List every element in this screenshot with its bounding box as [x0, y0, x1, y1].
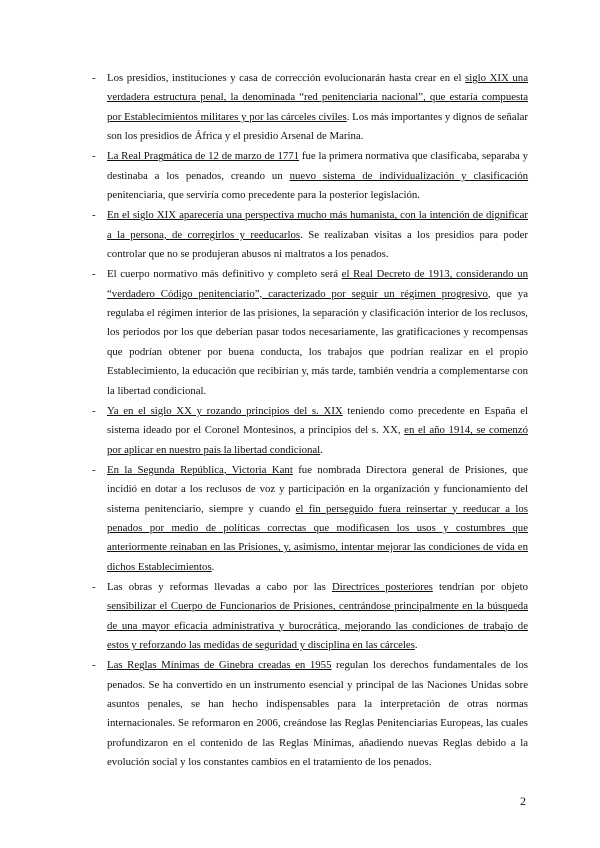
paragraph	[107, 206, 528, 264]
bullet-marker: -	[92, 209, 96, 222]
underlined-text: el fin perseguido fuera reinsertar y reeducar a los penados por medio de políticas correctas que modificasen los usos y costumbres que anteriormente reinaban en las Prisiones, y, asimismo, intentar mejorar las condiciones de vida en dichos Establecimientos	[107, 502, 528, 573]
bullet-marker: -	[92, 150, 96, 163]
bullet-marker: -	[92, 72, 96, 84]
paragraph	[107, 578, 528, 655]
list-item	[92, 402, 528, 460]
text-run: Las obras y reformas llevadas a cabo por las	[107, 580, 332, 593]
underlined-text: nuevo sistema de individualización y clasificación	[289, 169, 529, 182]
underlined-text: Ya en el siglo XX y rozando principios del s. XIX	[107, 404, 343, 417]
underlined-text: En el siglo XIX aparecería una perspectiva mucho más humanista, con la intención de dignificar a la persona, de corregirlos y reeducarlos	[107, 209, 528, 241]
text-run: fue la primera normativa que clasificaba, separaba y destinaba a los penados, creando un	[107, 150, 528, 182]
text-run: , que ya regulaba el régimen interior de las prisiones, la separación y clasificación interior de los reclusos, los periodos por los que deberían pasar todos necesariamente, las gratificaciones y recompensas que podrían obtener por buena conducta, los trabajos que podrían realizar en el propio Establecimiento, la educación que recibirían y, más tarde, también vendría a complementarse con la libertad condicional.	[107, 287, 528, 397]
underlined-text: La Real Pragmática de 12 de marzo de 1771	[107, 150, 300, 163]
bullet-marker: -	[92, 463, 96, 476]
text-run: fue nombrada Directora general de Prisiones, que incidió en dotar a los reclusos de voz y participación en la organización y funcionamiento del sistema penitenciario, siempre y cuando	[107, 463, 528, 515]
underlined-text: En la Segunda República, Victoria Kant	[107, 463, 293, 476]
underlined-text: Las Reglas Mínimas de Ginebra creadas en 1955	[107, 659, 332, 672]
bullet-marker: -	[92, 659, 96, 672]
underlined-text: en el año 1914, se comenzó por aplicar en nuestro país la libertad condicional	[107, 424, 528, 456]
list-item	[92, 656, 528, 772]
text-run: El cuerpo normativo más definitivo y completo será	[107, 268, 342, 281]
bullet-marker: -	[92, 404, 96, 417]
text-run: regulan los derechos fundamentales de los penados. Se ha convertido en un instrumento esencial y principal de las Naciones Unidas sobre asuntos penales, se han hecho indispensables para la interpretación de otras normas internacionales. Se reformaron en 2006, creándose las Reglas Penitenciarias Europeas, las cuales profundizaron en el contenido de las Reglas Mínimas, añadiendo nuevas Reglas debido a la evolución social y los constantes cambios en el tratamiento de los penados.	[107, 659, 528, 769]
underlined-text: el Real Decreto de 1913, considerando un “verdadero Código penitenciario”, caracterizado por seguir un régimen progresivo	[107, 268, 528, 300]
list-item	[92, 461, 528, 577]
page-number: 2	[520, 794, 526, 808]
list-item	[92, 147, 528, 205]
list-item	[92, 265, 528, 400]
text-run: . Se realizaban visitas a los presidios para poder controlar que no se produjeran abusos ni maltratos a los penados.	[107, 228, 529, 261]
paragraph	[107, 656, 528, 772]
text-run: .	[414, 638, 418, 651]
underlined-text: siglo XIX una verdadera estructura penal, la denominada “red penitenciaria nacional”, que estaría compuesta por Establecimientos militares y por las cárceles civiles	[107, 72, 528, 123]
text-run: Los presidios, instituciones y casa de corrección evolucionarán hasta crear en el	[107, 72, 466, 84]
list-item	[92, 69, 528, 146]
bullet-marker: -	[92, 268, 96, 281]
text-run: . Los más importantes y dignos de señalar son los presidios de África y el presidio Arsenal de Marina.	[107, 110, 528, 143]
text-run: .	[320, 443, 323, 456]
text-run: .	[211, 560, 215, 573]
text-run: tendrían por objeto	[432, 580, 528, 593]
list-item	[92, 578, 528, 655]
bullet-list	[92, 69, 528, 773]
text-run: teniendo como precedente en España el sistema ideado por el Coronel Montesinos, a principios del s. XX,	[107, 404, 528, 437]
paragraph	[107, 402, 528, 460]
underlined-text: Directrices posteriores	[331, 580, 433, 593]
bullet-marker: -	[92, 580, 96, 593]
underlined-text: sensibilizar el Cuerpo de Funcionarios de Prisiones, centrándose principalmente en la búsqueda de una mayor eficacia administrativa y burocrática, mejorando las condiciones de trabajo de estos y reforzando las medidas de seguridad y disciplina en las cárceles	[107, 600, 528, 651]
text-run: penitenciaria, que serviría como precedente para la posterior legislación.	[107, 189, 420, 202]
paragraph	[107, 265, 528, 400]
list-item	[92, 206, 528, 264]
paragraph	[107, 69, 528, 146]
paragraph	[107, 461, 528, 577]
paragraph	[107, 147, 528, 205]
